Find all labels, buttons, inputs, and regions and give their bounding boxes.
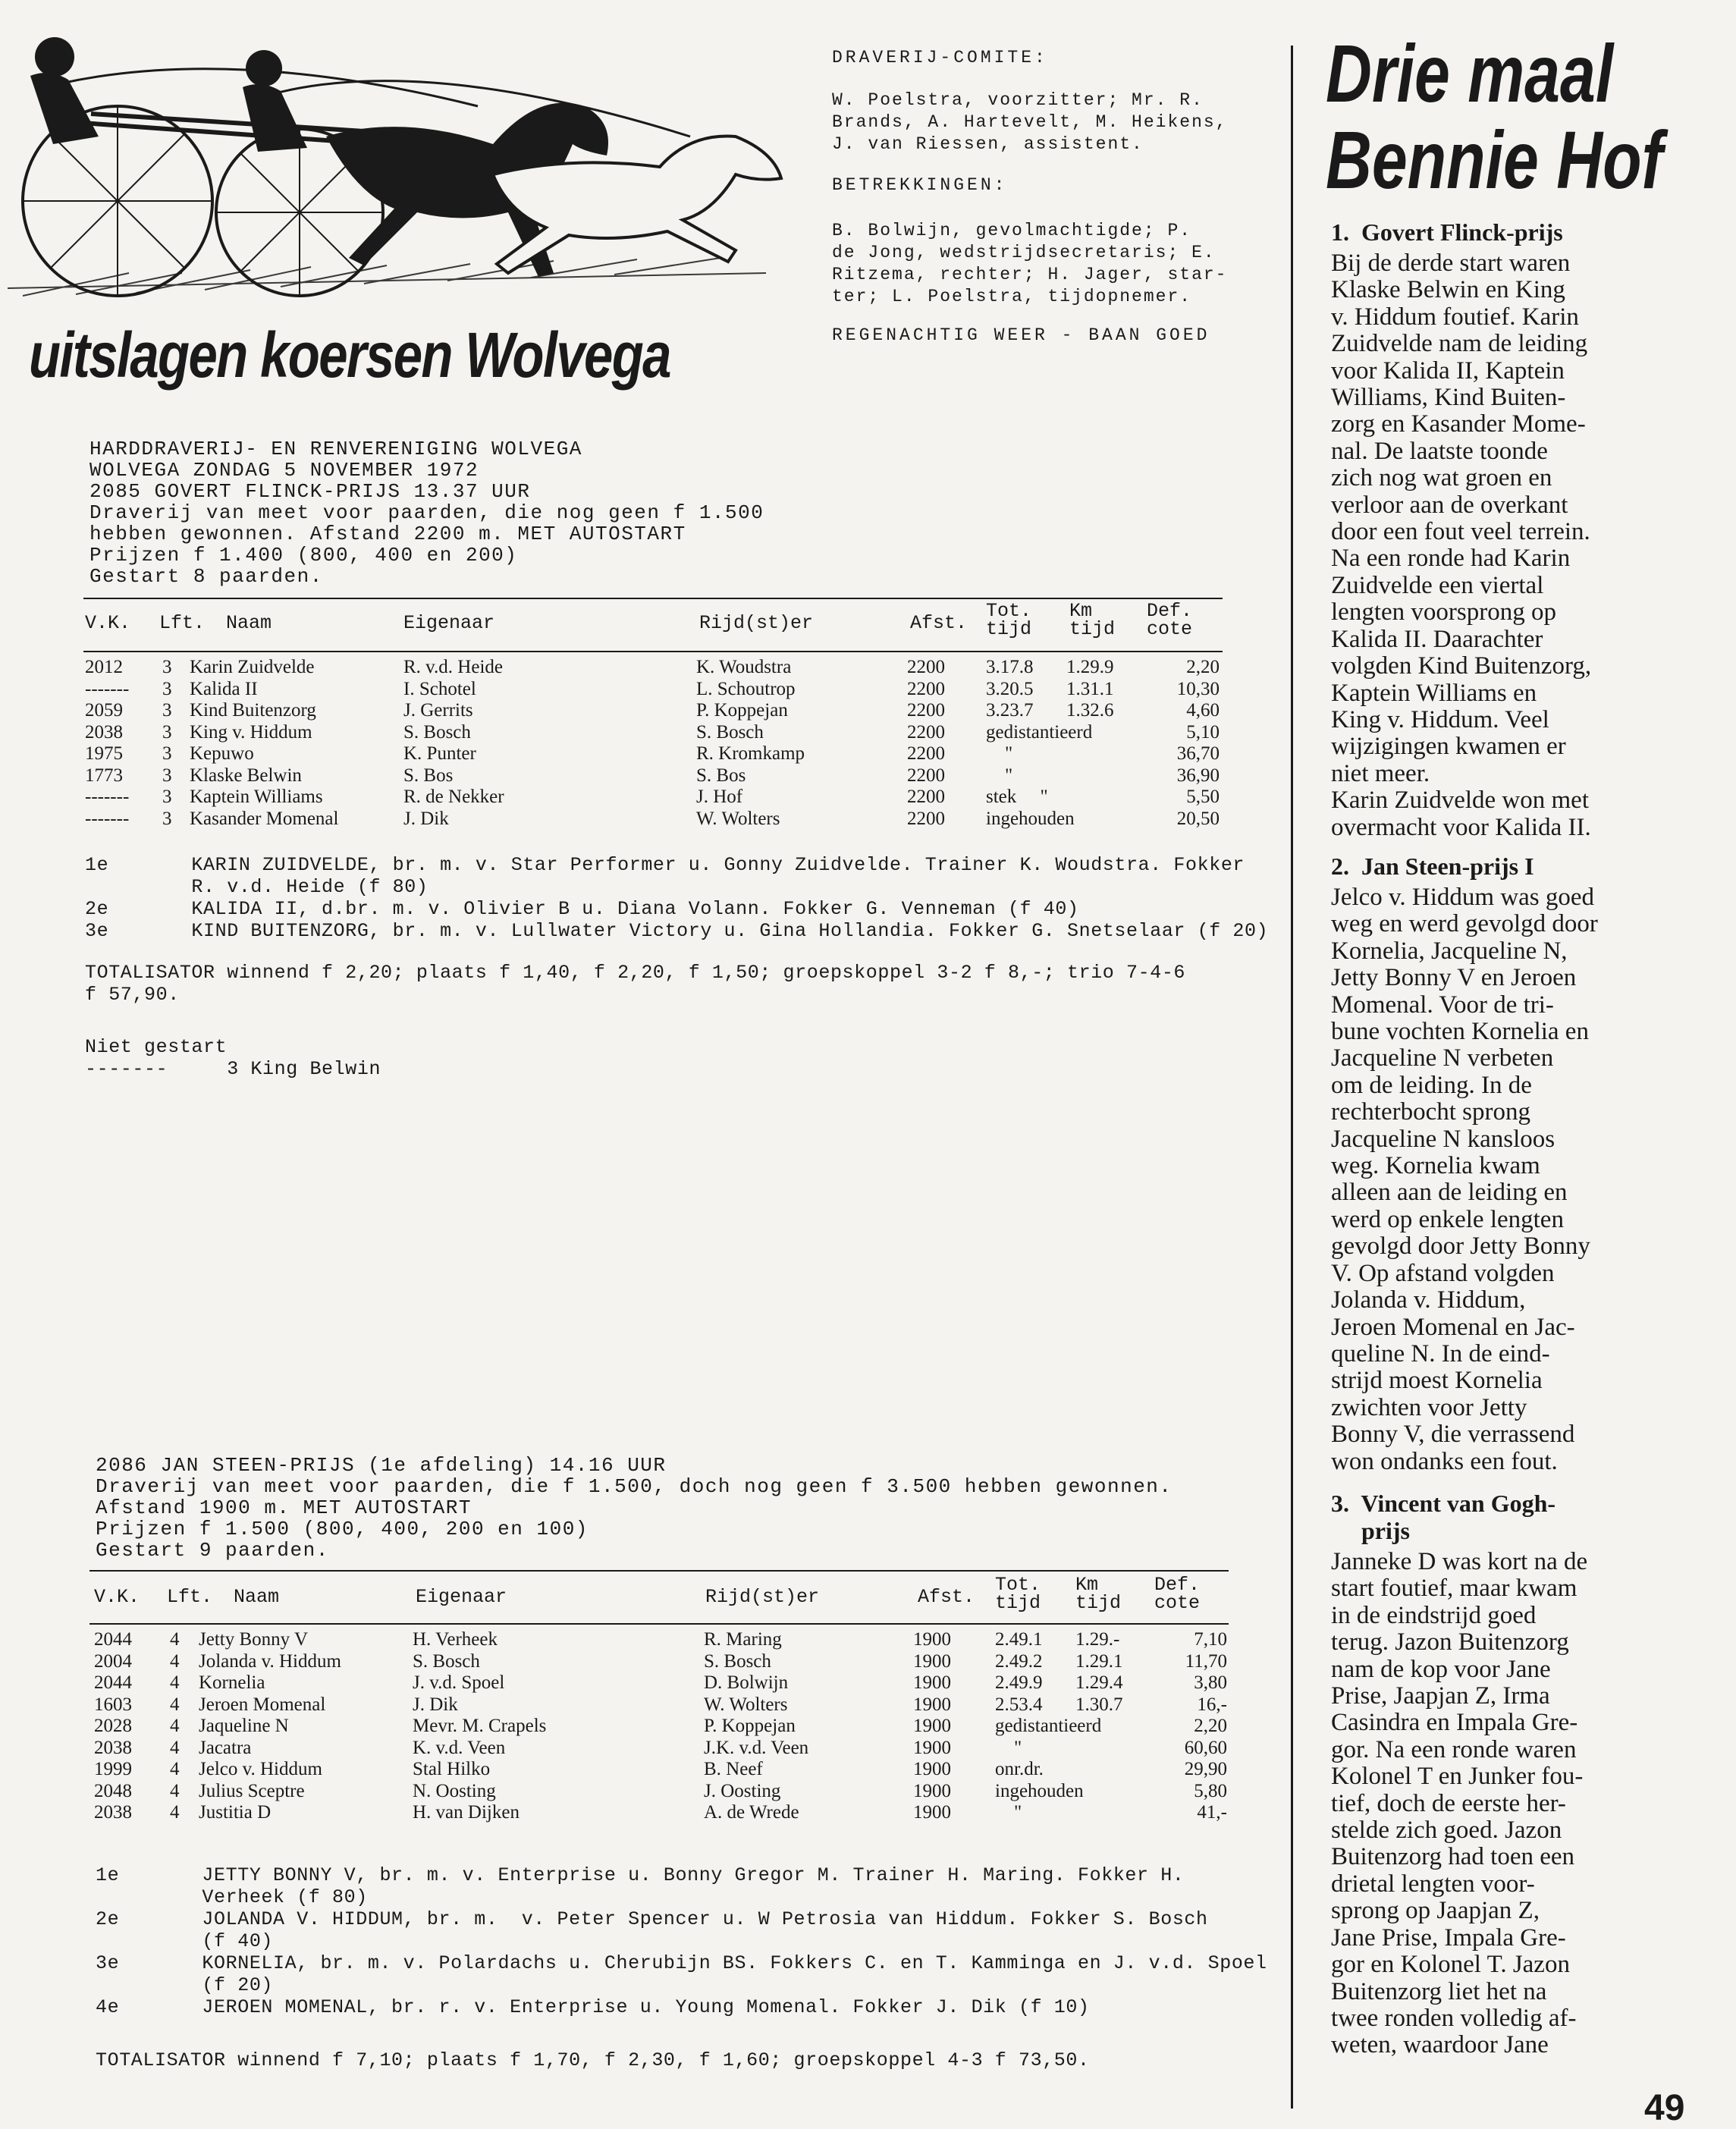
race2-col-tot: 2.49.1 2.49.2 2.49.9 2.53.4 gedistantieerd " onr.dr. ingehouden " [995,1629,1102,1823]
race1-col-km: 1.29.9 1.31.1 1.32.6 [1066,657,1114,721]
race2-totalisator: TOTALISATOR winnend f 7,10; plaats f 1,70, f 2,30, f 1,60; groepskoppel 4-3 f 73,50. [96,2049,1090,2071]
col-header-lft: Lft. [167,1586,213,1608]
race1-totalisator: TOTALISATOR winnend f 2,20; plaats f 1,40, f 2,20, f 1,50; groepskoppel 3-2 f 8,-; trio 7-4-6 f 57,90. [85,962,1186,1006]
race2-col-rijder: R. Maring S. Bosch D. Bolwijn W. Wolters P. Koppejan J.K. v.d. Veen B. Neef J. Oosting A. de Wrede [704,1629,809,1823]
col-header-naam: Naam [226,612,272,634]
race1-not-started: Niet gestart ------- 3 King Belwin [85,1036,381,1080]
race2-intro-line: Draverij van meet voor paarden, die f 1.500, doch nog geen f 3.500 hebben gewonnen. [96,1475,1173,1498]
race2-col-vk: 2044 2004 2044 1603 2028 2038 1999 2048 2038 [94,1629,132,1823]
column-divider [1291,46,1293,2109]
race1-col-afst: 2200 2200 2200 2200 2200 2200 2200 2200 [907,657,945,829]
col-header-tot: Tot. tijd [995,1574,1041,1614]
committee-line: W. Poelstra, voorzitter; Mr. R. [832,90,1204,110]
race1-intro-line: hebben gewonnen. Afstand 2200 m. MET AUTOSTART [89,523,686,545]
page-number: 49 [1644,2088,1685,2128]
race2-col-afst: 1900 1900 1900 1900 1900 1900 1900 1900 1900 [913,1629,951,1823]
race2-intro-line: 2086 JAN STEEN-PRIJS (1e afdeling) 14.16 UUR [96,1454,667,1477]
col-header-rijder: Rijd(st)er [705,1586,820,1608]
race2-placings: 1e JETTY BONNY V, br. m. v. Enterprise u. Bonny Gregor M. Trainer H. Maring. Fokker H. Verheek (f 80) 2e JOLANDA V. HIDDUM, br. m. v. Peter Spencer u. W Petrosia van Hiddum. Fokker S. Bosch (f 40) 3e KORNELIA, br. m. v. Polardachs u. Cherubijn BS. Fokkers C. en T. Kamminga en J. v.d. Spoel (f 20) 4e JEROEN MOMENAL, br. r. v. Enterprise u. Young Momenal. Fokker J. Dik (f 10) [96,1864,1267,2018]
race2-col-km: 1.29.- 1.29.1 1.29.4 1.30.7 [1075,1629,1123,1715]
race1-intro-line: WOLVEGA ZONDAG 5 NOVEMBER 1972 [89,459,479,482]
committee-line: J. van Riessen, assistent. [832,134,1144,154]
col-header-tot: Tot. tijd [986,600,1032,640]
col-header-def: Def. cote [1154,1574,1201,1614]
race1-intro-line: Prijzen f 1.400 (800, 400 en 200) [89,544,518,567]
weather-report: REGENACHTIG WEER - BAAN GOED [832,325,1210,345]
race1-intro-line: Gestart 8 paarden. [89,565,323,588]
table-rule [89,1570,1229,1572]
race2-intro-line: Afstand 1900 m. MET AUTOSTART [96,1496,472,1519]
officials-line: Ritzema, rechter; H. Jager, star- [832,265,1228,284]
committee-line: Brands, A. Hartevelt, M. Heikens, [832,112,1228,132]
col-header-def: Def. cote [1147,600,1193,640]
race1-col-eigenaar: R. v.d. Heide I. Schotel J. Gerrits S. Bosch K. Punter S. Bos R. de Nekker J. Dik [403,657,504,829]
col-header-eigenaar: Eigenaar [416,1586,507,1608]
side-heading-1: 1. Govert Flinck-prijs [1331,218,1563,246]
col-header-km: Km tijd [1069,600,1116,640]
race2-col-lft: 4 4 4 4 4 4 4 4 4 [170,1629,180,1823]
page-title: uitslagen koersen Wolvega [29,319,670,391]
race1-col-tot: 3.17.8 3.20.5 3.23.7 gedistantieerd " " stek " ingehouden [986,657,1093,829]
race1-col-vk: 2012 ------- 2059 2038 1975 1773 ------- ------- [85,657,130,829]
harness-racing-illustration [8,23,796,311]
race2-intro-line: Gestart 9 paarden. [96,1539,329,1562]
side-paragraph-1: Bij de derde start waren Klaske Belwin en King v. Hiddum foutief. Karin Zuidvelde nam de leiding voor Kalida II, Kaptein Williams, Kind Buiten- zorg en Kasander Mome- nal. De laatste toonde zich nog wat groen en verloor aan de overkant door een fout veel terrein. Na een ronde had Karin Zuidvelde een viertal lengten voorsprong op Kalida II. Daarachter volgden Kind Buitenzorg, Kaptein Williams en King v. Hiddum. Veel wijzigingen kwamen er niet meer. Karin Zuidvelde won met overmacht voor Kalida II. [1331,250,1592,841]
col-header-lft: Lft. [159,612,206,634]
side-heading-2: 2. Jan Steen-prijs I [1331,853,1534,880]
officials-line: B. Bolwijn, gevolmachtigde; P. [832,221,1192,240]
race1-intro-line: HARDDRAVERIJ- EN RENVERENIGING WOLVEGA [89,438,582,460]
officials-line: ter; L. Poelstra, tijdopnemer. [832,287,1192,306]
side-article-title: Drie maal Bennie Hof [1326,27,1663,206]
col-header-afst: Afst. [918,1586,975,1608]
table-rule [89,1623,1229,1625]
officials-heading: BETREKKINGEN: [832,175,1008,195]
side-paragraph-2: Jelco v. Hiddum was goed weg en werd gevolgd door Kornelia, Jacqueline N, Jetty Bonny V en Jeroen Momenal. Voor de tri- bune vochten Kornelia en Jacqueline N verbeten om de leiding. In de rechterbocht sprong Jacqueline N kansloos weg. Kornelia kwam alleen aan de leiding en werd op enkele lengten gevolgd door Jetty Bonny V. Op afstand volgden Jolanda v. Hiddum, Jeroen Momenal en Jac- queline N. In de eind- strijd moest Kornelia zwichten voor Jetty Bonny V, die verrassend won ondanks een fout. [1331,884,1598,1475]
side-paragraph-3: Janneke D was kort na de start foutief, maar kwam in de eindstrijd goed terug. Jazon Buitenzorg nam de kop voor Jane Prise, Jaapjan Z, Irma Casindra en Impala Gre- gor. Na een ronde waren Kolonel T en Junker fou- tief, doch de eerste her- stelde zich goed. Jazon Buitenzorg had toen een drietal lengten voor- sprong op Jaapjan Z, Jane Prise, Impala Gre- gor en Kolonel T. Jazon Buitenzorg liet het na twee ronden volledig af- weten, waardoor Jane [1331,1548,1588,2059]
committee-heading: DRAVERIJ-COMITE: [832,48,1048,68]
race2-col-eigenaar: H. Verheek S. Bosch J. v.d. Spoel J. Dik Mevr. M. Crapels K. v.d. Veen Stal Hilko N. Oosting H. van Dijken [413,1629,547,1823]
table-rule [83,598,1223,599]
race1-col-lft: 3 3 3 3 3 3 3 3 [162,657,172,829]
col-header-eigenaar: Eigenaar [403,612,495,634]
col-header-km: Km tijd [1075,1574,1122,1614]
race1-placings: 1e KARIN ZUIDVELDE, br. m. v. Star Performer u. Gonny Zuidvelde. Trainer K. Woudstra. Fokker R. v.d. Heide (f 80) 2e KALIDA II, d.br. m. v. Olivier B u. Diana Volann. Fokker G. Venneman (f 40) 3e KIND BUITENZORG, br. m. v. Lullwater Victory u. Gina Hollandia. Fokker G. Snetselaar (f 20) [85,854,1269,942]
col-header-vk: V.K. [94,1586,140,1608]
race2-col-def: 7,10 11,70 3,80 16,- 2,20 60,60 29,90 5,80 41,- [1184,1629,1227,1823]
race1-intro-line: Draverij van meet voor paarden, die nog geen f 1.500 [89,501,764,524]
col-header-rijder: Rijd(st)er [699,612,814,634]
col-header-vk: V.K. [85,612,131,634]
officials-line: de Jong, wedstrijdsecretaris; E. [832,243,1216,262]
col-header-naam: Naam [234,1586,280,1608]
table-rule [83,651,1223,652]
race2-intro-line: Prijzen f 1.500 (800, 400, 200 en 100) [96,1518,589,1540]
race1-col-rijder: K. Woudstra L. Schoutrop P. Koppejan S. Bosch R. Kromkamp S. Bos J. Hof W. Wolters [696,657,805,829]
race2-col-naam: Jetty Bonny V Jolanda v. Hiddum Kornelia Jeroen Momenal Jaqueline N Jacatra Jelco v. Hiddum Julius Sceptre Justitia D [199,1629,341,1823]
race1-col-naam: Karin Zuidvelde Kalida II Kind Buitenzorg King v. Hiddum Kepuwo Klaske Belwin Kaptein Williams Kasander Momenal [190,657,339,829]
race1-intro-line: 2085 GOVERT FLINCK-PRIJS 13.37 UUR [89,480,531,503]
race1-col-def: 2,20 10,30 4,60 5,10 36,70 36,90 5,50 20,50 [1176,657,1220,829]
side-heading-3: 3. Vincent van Gogh- prijs [1331,1490,1556,1544]
col-header-afst: Afst. [910,612,968,634]
